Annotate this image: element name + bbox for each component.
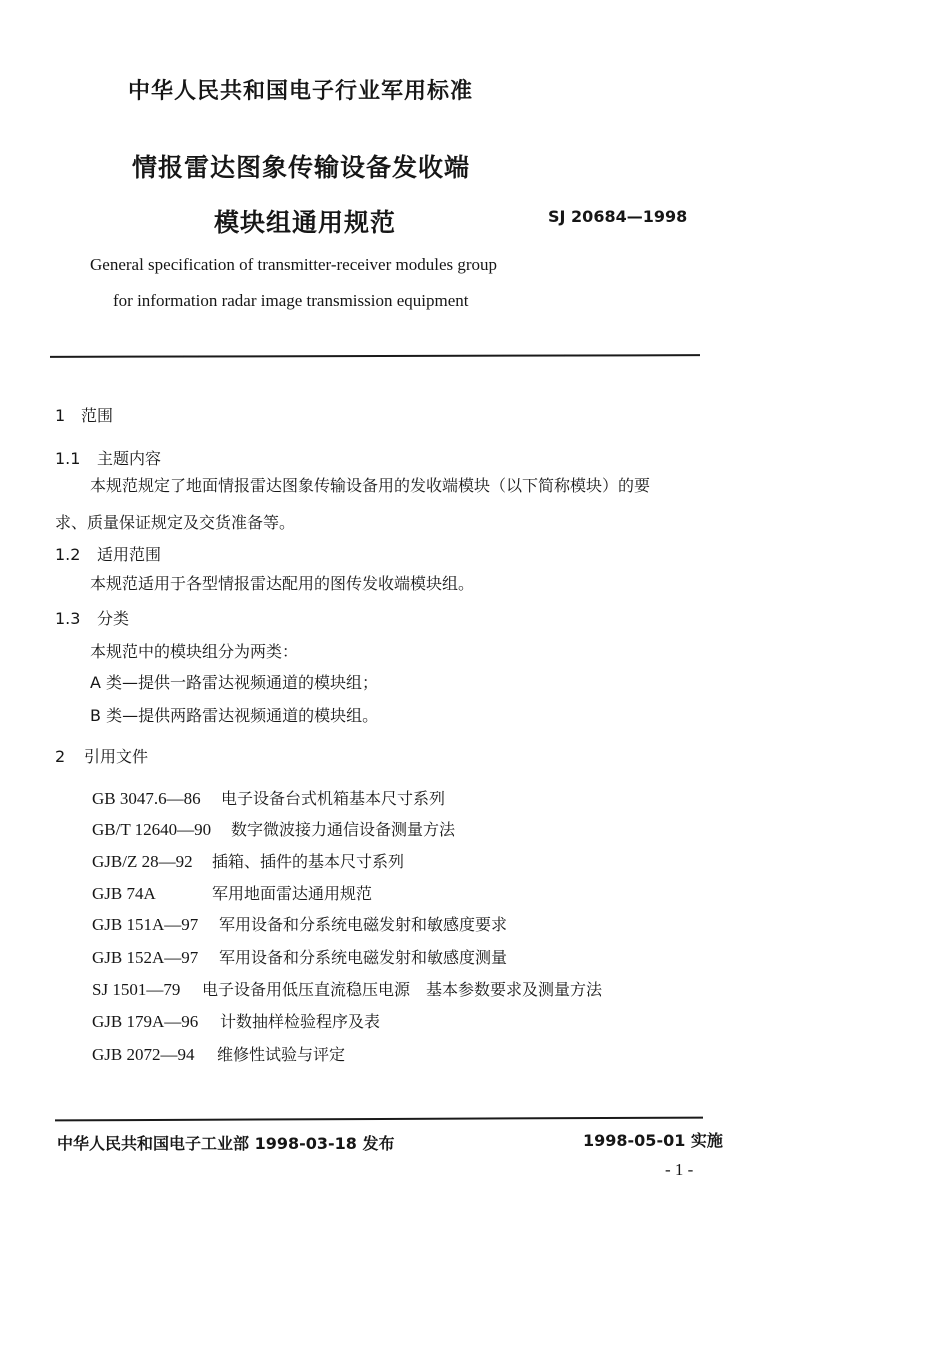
section-number: 1.2 xyxy=(55,545,81,564)
reference-item xyxy=(92,977,602,1000)
reference-title: 计数抽样检验程序及表 xyxy=(220,1012,381,1031)
section-1-3-heading xyxy=(55,606,129,629)
reference-item xyxy=(92,1009,380,1032)
section-number: 1.3 xyxy=(55,609,81,628)
reference-item xyxy=(92,912,507,935)
reference-item xyxy=(92,945,507,968)
reference-item xyxy=(92,849,404,872)
document-title-line-1: 情报雷达图象传输设备发收端 xyxy=(132,153,471,182)
reference-item xyxy=(92,881,372,904)
page-number: - 1 - xyxy=(665,1160,694,1179)
reference-code: GB/T 12640—90 xyxy=(92,820,212,839)
reference-title: 插箱、插件的基本尺寸系列 xyxy=(212,852,405,871)
section-title: 范围 xyxy=(81,406,114,425)
header-divider xyxy=(50,354,700,358)
reference-title: 军用设备和分系统电磁发射和敏感度要求 xyxy=(219,915,508,934)
english-title-line-1: General specification of transmitter-receiver modules group xyxy=(90,255,498,274)
reference-code: GJB 152A—97 xyxy=(92,948,199,967)
reference-title: 电子设备用低压直流稳压电源 基本参数要求及测量方法 xyxy=(202,980,603,999)
reference-item xyxy=(92,786,445,809)
reference-item xyxy=(92,817,455,840)
section-1-2-heading xyxy=(55,542,161,565)
reference-code: GJB 179A—96 xyxy=(92,1012,199,1031)
reference-title: 电子设备台式机箱基本尺寸系列 xyxy=(221,789,446,808)
reference-code: GJB 2072—94 xyxy=(92,1045,195,1064)
footer-divider xyxy=(55,1117,703,1122)
section-1-3-line-1: 本规范中的模块组分为两类： xyxy=(90,642,299,661)
reference-title: 军用地面雷达通用规范 xyxy=(212,884,373,903)
reference-code: GJB/Z 28—92 xyxy=(92,852,193,871)
reference-code: GJB 151A—97 xyxy=(92,915,199,934)
section-1-2-paragraph: 本规范适用于各型情报雷达配用的图传发收端模块组。 xyxy=(90,574,475,593)
reference-title: 军用设备和分系统电磁发射和敏感度测量 xyxy=(219,948,508,967)
reference-title: 维修性试验与评定 xyxy=(217,1045,346,1064)
reference-code: SJ 1501—79 xyxy=(92,980,181,999)
section-title: 适用范围 xyxy=(97,545,162,564)
reference-title: 数字微波接力通信设备测量方法 xyxy=(231,820,456,839)
section-1-1-paragraph-line-2: 求、质量保证规定及交货准备等。 xyxy=(55,513,296,532)
section-number: 1.1 xyxy=(55,449,81,468)
section-title: 引用文件 xyxy=(84,747,149,766)
reference-code: GJB 74A xyxy=(92,884,156,903)
section-number: 1 xyxy=(55,406,66,425)
section-number: 2 xyxy=(55,747,66,766)
document-title-line-2: 模块组通用规范 xyxy=(214,208,397,237)
reference-item xyxy=(92,1042,345,1065)
english-title-line-2: for information radar image transmission equipment xyxy=(113,291,469,310)
section-title: 分类 xyxy=(97,609,130,628)
section-1-3-line-2: A 类—提供一路雷达视频通道的模块组； xyxy=(90,673,379,692)
section-1-1-heading xyxy=(55,446,161,469)
standard-name: 中华人民共和国电子行业军用标准 xyxy=(128,79,474,104)
effective-date: 1998-05-01 实施 xyxy=(583,1131,723,1150)
section-2-heading xyxy=(55,744,148,767)
reference-code: GB 3047.6—86 xyxy=(92,789,201,808)
section-title: 主题内容 xyxy=(97,449,162,468)
section-1-1-paragraph-line-1: 本规范规定了地面情报雷达图象传输设备用的发收端模块（以下简称模块）的要 xyxy=(90,476,651,495)
section-1-heading xyxy=(55,403,113,426)
section-1-3-line-3: B 类—提供两路雷达视频通道的模块组。 xyxy=(90,706,379,725)
issued-by: 中华人民共和国电子工业部 1998-03-18 发布 xyxy=(57,1134,395,1153)
standard-code: SJ 20684—1998 xyxy=(548,207,688,226)
